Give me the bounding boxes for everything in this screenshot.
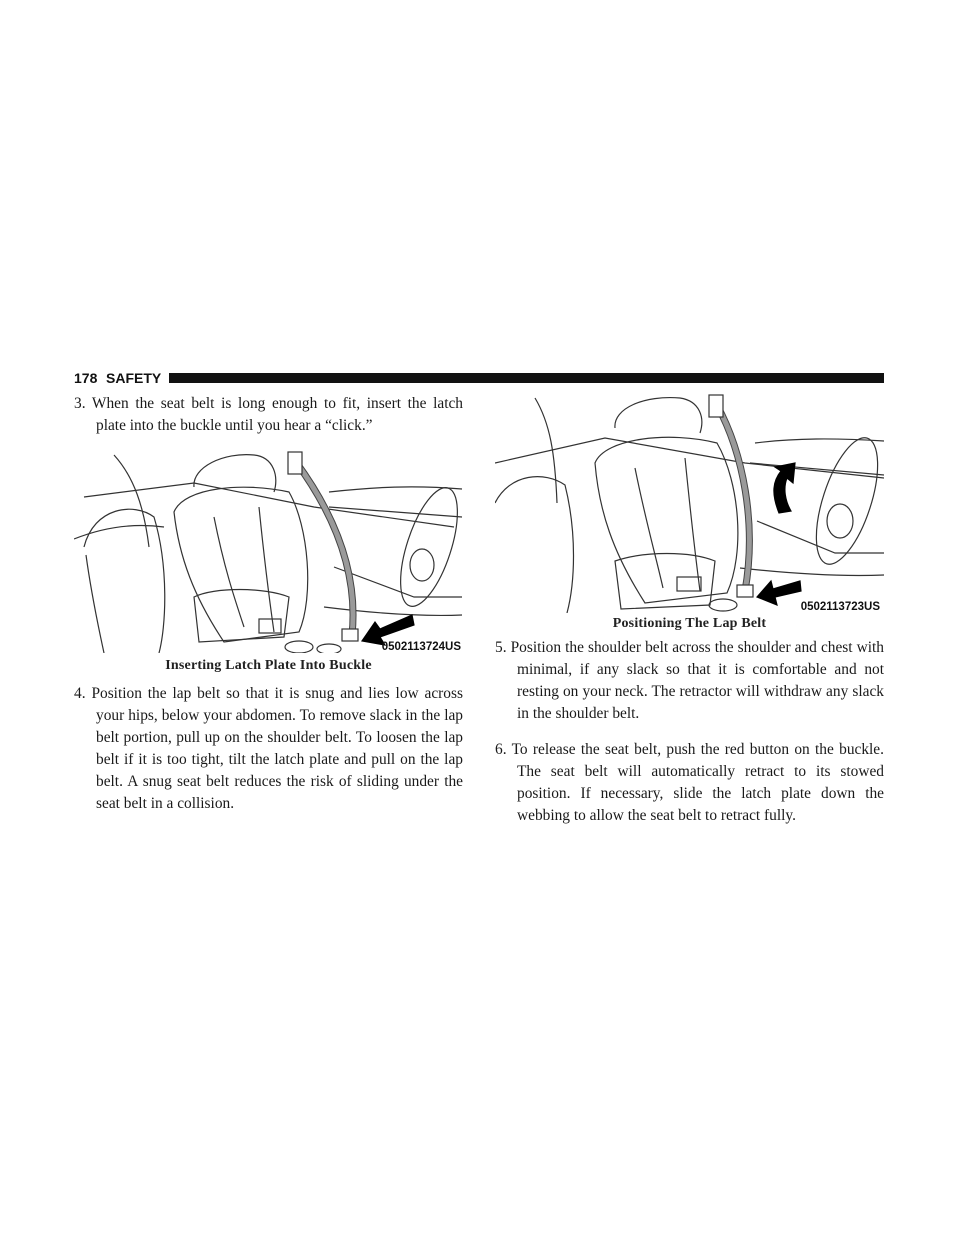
step-5-text: Position the shoulder belt across the shoulder and chest with minimal, if any slack so that it is comfortable and not resting on your neck. The retractor will withdraw any slack in the shoulder belt. xyxy=(510,639,884,722)
left-column xyxy=(74,393,463,815)
step-6-number: 6. xyxy=(495,741,507,758)
step-6-text: To release the seat belt, push the red button on the buckle. The seat belt will automatically retract to its stowed position. If necessary, slide the latch plate down the webbing to allow the seat belt to retract fully. xyxy=(511,741,884,824)
header-rule xyxy=(169,373,884,383)
page-header xyxy=(74,369,884,387)
figure-code: 0502113723US xyxy=(800,601,880,613)
step-3-text: When the seat belt is long enough to fit, insert the latch plate into the buckle until you hear a “click.” xyxy=(91,395,463,434)
step-6 xyxy=(495,739,884,827)
step-5 xyxy=(495,637,884,725)
figure-code: 0502113724US xyxy=(381,641,461,653)
figure-caption: Inserting Latch Plate Into Buckle xyxy=(165,658,372,673)
step-3-number: 3. xyxy=(74,395,86,412)
figure-caption: Positioning The Lap Belt xyxy=(612,616,767,631)
step-5-number: 5. xyxy=(495,639,507,656)
step-4 xyxy=(74,683,463,815)
lap-belt-illustration xyxy=(495,393,884,613)
right-column xyxy=(495,393,884,827)
step-4-number: 4. xyxy=(74,685,86,702)
page-number: 178 xyxy=(74,370,98,386)
figure-lap-belt xyxy=(495,393,884,613)
figure-latch-plate xyxy=(74,447,463,653)
step-4-text: Position the lap belt so that it is snug and lies low across your hips, below your abdomen. To remove slack in the lap belt portion, pull up on the shoulder belt. To loosen the lap belt if it is too tight, tilt the latch plate and pull on the lap belt. A snug seat belt reduces the risk of sliding under the seat belt in a collision. xyxy=(91,685,463,812)
step-3 xyxy=(74,393,463,437)
latch-plate-illustration xyxy=(74,447,463,653)
section-title: SAFETY xyxy=(106,370,162,386)
